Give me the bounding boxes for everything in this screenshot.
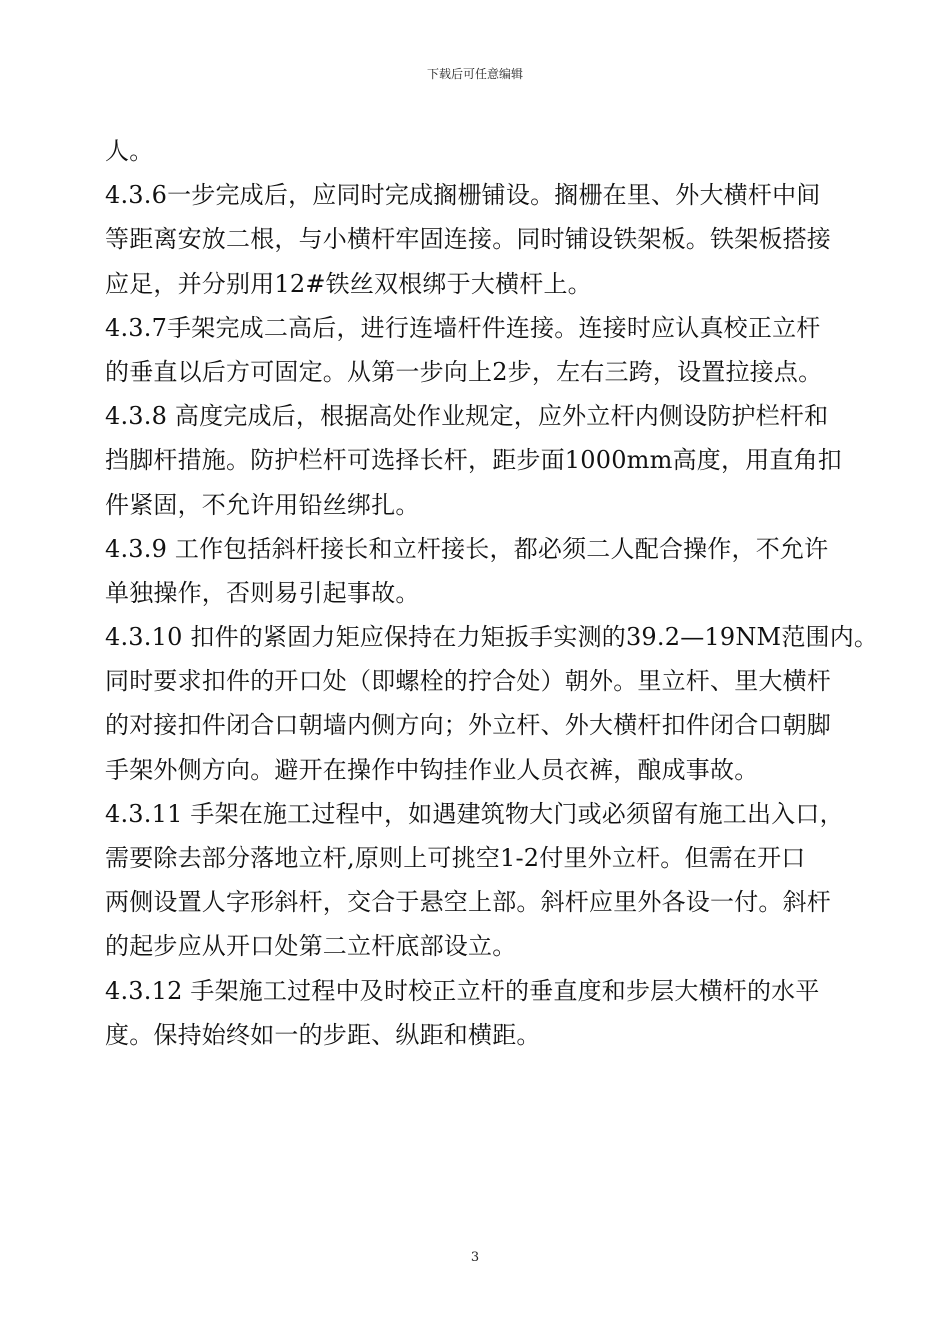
body-line: 同时要求扣件的开口处（即螺栓的拧合处）朝外。里立杆、里大横杆 (105, 667, 831, 696)
body-line: 4.3.9 工作包括斜杆接长和立杆接长，都必须二人配合操作，不允许 (105, 534, 829, 563)
body-line: 单独操作，否则易引起事故。 (105, 578, 420, 607)
body-line: 应足，并分别用12#铁丝双根绑于大横杆上。 (105, 269, 592, 298)
body-line: 4.3.10 扣件的紧固力矩应保持在力矩扳手实测的39.2—19NM范围内。 (105, 623, 879, 652)
page-header: 下载后可任意编辑 (426, 67, 523, 81)
body-line: 4.3.12 手架施工过程中及时校正立杆的垂直度和步层大横杆的水平 (105, 976, 820, 1005)
page-number: 3 (470, 1250, 480, 1265)
body-line: 两侧设置人字形斜杆，交合于悬空上部。斜杆应里外各设一付。斜杆 (105, 888, 831, 917)
body-line: 人。 (105, 137, 154, 165)
body-line: 需要除去部分落地立杆,原则上可挑空1-2付里外立杆。但需在开口 (105, 844, 806, 872)
body-line: 4.3.7手架完成二高后，进行连墙杆件连接。连接时应认真校正立杆 (105, 313, 821, 342)
document-body (105, 129, 895, 1057)
body-line: 挡脚杆措施。防护栏杆可选择长杆，距步面1000mm高度，用直角扣 (105, 446, 842, 475)
body-line: 的起步应从开口处第二立杆底部设立。 (105, 932, 517, 961)
body-line: 4.3.8 高度完成后，根据高处作业规定，应外立杆内侧设防护栏杆和 (105, 402, 829, 431)
body-line: 的垂直以后方可固定。从第一步向上2步，左右三跨，设置拉接点。 (105, 357, 823, 386)
body-line: 的对接扣件闭合口朝墙内侧方向；外立杆、外大横杆扣件闭合口朝脚 (105, 711, 831, 740)
body-line: 4.3.11 手架在施工过程中，如遇建筑物大门或必须留有施工出入口， (105, 799, 844, 828)
body-line: 4.3.6一步完成后，应同时完成搁栅铺设。搁栅在里、外大横杆中间 (105, 181, 821, 210)
body-line: 等距离安放二根，与小横杆牢固连接。同时铺设铁架板。铁架板搭接 (105, 225, 831, 254)
body-line: 件紧固，不允许用铅丝绑扎。 (105, 490, 420, 519)
body-line: 手架外侧方向。避开在操作中钩挂作业人员衣裤，酿成事故。 (105, 755, 759, 784)
body-line: 度。保持始终如一的步距、纵距和横距。 (105, 1020, 541, 1049)
